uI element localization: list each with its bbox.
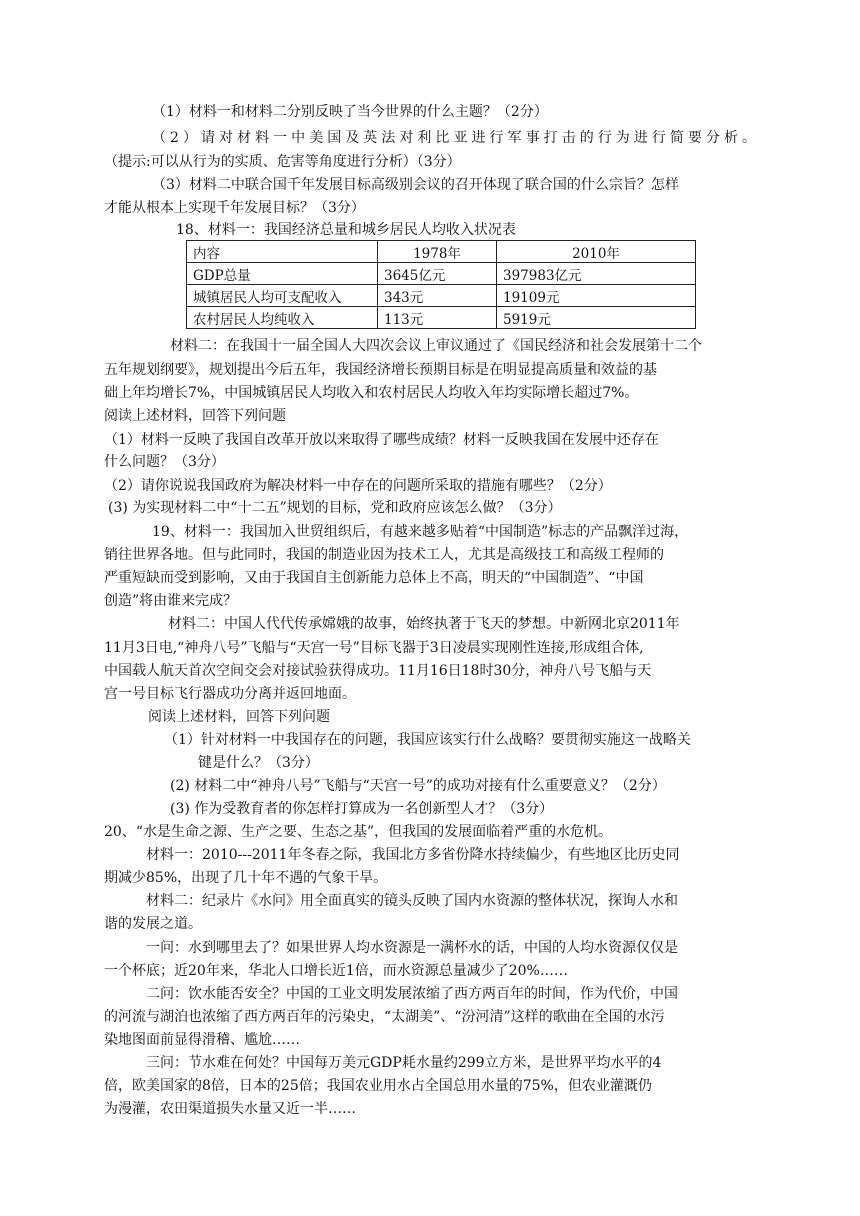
table-cell: 19109元 <box>497 285 696 307</box>
q19-question-3: (3) 作为受教育者的你怎样打算成为一名创新型人才？（3分） <box>170 801 554 817</box>
table-row <box>187 307 696 329</box>
q19-question-1-line2: 键是什么？（3分） <box>198 755 319 771</box>
q20-material1-line1: 材料一：2010---2011年冬春之际，我国北方多省份降水持续偏少，有些地区比历史同 <box>146 847 680 863</box>
q20-question-three-line1: 三问：节水难在何处？中国每万美元GDP耗水量约299立方米，是世界平均水平的4 <box>146 1055 662 1071</box>
q18-read-prompt: 阅读上述材料，回答下列问题 <box>104 408 286 424</box>
economy-income-table <box>186 240 696 329</box>
table-header-row <box>187 241 696 263</box>
q20-question-two-line3: 染地图面前显得滑稽、尴尬…… <box>104 1032 300 1048</box>
q20-material2-line2: 谐的发展之道。 <box>104 916 202 932</box>
q18-question-1-line2: 什么问题？（3分） <box>104 454 225 470</box>
q20-question-two-line2: 的河流与湖泊也浓缩了西方两百年的污染史，“太湖美”、“汾河清”这样的歌曲在全国的水污 <box>104 1009 665 1025</box>
q20-question-three-line3: 为漫灌，农田渠道损失水量又近一半…… <box>104 1101 356 1117</box>
q18-material2-line2: 五年规划纲要》，规划提出今后五年，我国经济增长预期目标是在明显提高质量和效益的基 <box>104 362 657 378</box>
q20-material1-line2: 期减少85%，出现了几十年不遇的气象干旱。 <box>104 870 388 886</box>
q17-question-3-line2: 才能从根本上实现千年发展目标？（3分） <box>104 200 365 216</box>
q18-question-3: (3) 为实现材料二中“十二五”规划的目标，党和政府应该怎么做？（3分） <box>108 500 562 516</box>
q18-material2-line1: 材料二：在我国十一届全国人大四次会议上审议通过了《国民经济和社会发展第十二个 <box>170 338 702 354</box>
table-cell: 3645亿元 <box>378 263 497 285</box>
q19-material2-line3: 中国载人航天首次空间交会对接试验获得成功。11月16日18时30分，神舟八号飞船与天 <box>104 663 652 679</box>
q17-question-2-line1: （2）请对材料一中美国及英法对利比亚进行军事打击的行为进行简要分析。 <box>152 130 756 146</box>
q19-material1-line2: 销往世界各地。但与此同时，我国的制造业因为技术工人，尤其是高级技工和高级工程师的 <box>104 547 664 563</box>
q20-material2-line1: 材料二：纪录片《水问》用全面真实的镜头反映了国内水资源的整体状况，探询人水和 <box>146 893 678 909</box>
q18-material2-line3: 础上年均增长7%，中国城镇居民人均收入和农村居民人均收入年均实际增长超过7%。 <box>104 385 639 401</box>
q18-table-title: 18、材料一：我国经济总量和城乡居民人均收入状况表 <box>176 222 516 238</box>
table-row <box>187 263 696 285</box>
table-cell: 5919元 <box>497 307 696 329</box>
q19-read-prompt: 阅读上述材料，回答下列问题 <box>148 709 330 725</box>
q19-material2-line4: 宫一号目标飞行器成功分离并返回地面。 <box>104 686 356 702</box>
table-cell: 343元 <box>378 285 497 307</box>
table-row <box>187 285 696 307</box>
q18-question-1-line1: （1）材料一反映了我国自改革开放以来取得了哪些成绩？材料一反映我国在发展中还存在 <box>104 432 659 448</box>
q20-question-three-line2: 倍，欧美国家的8倍，日本的25倍；我国农业用水占全国总用水量的75%，但农业灌溉仍 <box>104 1078 652 1094</box>
q17-question-2-line2: （提示:可以从行为的实质、危害等角度进行分析）（3分） <box>104 154 461 170</box>
table-cell: 397983亿元 <box>497 263 696 285</box>
q17-question-1: （1）材料一和材料二分别反映了当今世界的什么主题？（2分） <box>152 104 548 120</box>
table-header-cell: 1978年 <box>378 241 497 263</box>
table-header-cell: 内容 <box>187 241 378 263</box>
q20-question-one-line2: 一个杯底；近20年来，华北人口增长近1倍，而水资源总量减少了20%…… <box>104 963 568 979</box>
q17-question-3-line1: （3）材料二中联合国千年发展目标高级别会议的召开体现了联合国的什么宗旨？怎样 <box>152 177 679 193</box>
table-cell: GDP总量 <box>187 263 378 285</box>
table-cell: 城镇居民人均可支配收入 <box>187 285 378 307</box>
q20-question-two-line1: 二问：饮水能否安全？中国的工业文明发展浓缩了西方两百年的时间，作为代价，中国 <box>146 986 678 1002</box>
q19-material1-line1: 19、材料一：我国加入世贸组织后，有越来越多贴着“中国制造”标志的产品飘洋过海， <box>152 524 689 540</box>
table-header-cell: 2010年 <box>497 241 696 263</box>
q18-question-2: （2）请你说说我国政府为解决材料一中存在的问题所采取的措施有哪些？（2分） <box>104 478 612 494</box>
q20-question-one-line1: 一问：水到哪里去了？如果世界人均水资源是一满杯水的话，中国的人均水资源仅仅是 <box>146 940 678 956</box>
q20-intro: 20、“水是生命之源、生产之要、生态之基”，但我国的发展面临着严重的水危机。 <box>104 824 613 840</box>
q19-material1-line4: 创造”将由谁来完成？ <box>104 593 238 609</box>
q19-material2-line1: 材料二：中国人代代传承嫦娥的故事，始终执著于飞天的梦想。中新网北京2011年 <box>168 616 680 632</box>
q19-material2-line2: 11月3日电,“神舟八号”飞船与“天宫一号”目标飞器于3日凌晨实现刚性连接,形成组合体, <box>104 640 644 656</box>
q19-question-1-line1: （1）针对材料一中我国存在的问题，我国应该实行什么战略？要贯彻实施这一战略关 <box>164 732 691 748</box>
table-cell: 113元 <box>378 307 497 329</box>
q19-material1-line3: 严重短缺而受到影响，又由于我国自主创新能力总体上不高，明天的“中国制造”、“中国 <box>104 570 644 586</box>
table-cell: 农村居民人均纯收入 <box>187 307 378 329</box>
q19-question-2: (2) 材料二中“神舟八号”飞船与“天宫一号”的成功对接有什么重要意义？（2分） <box>170 778 666 794</box>
